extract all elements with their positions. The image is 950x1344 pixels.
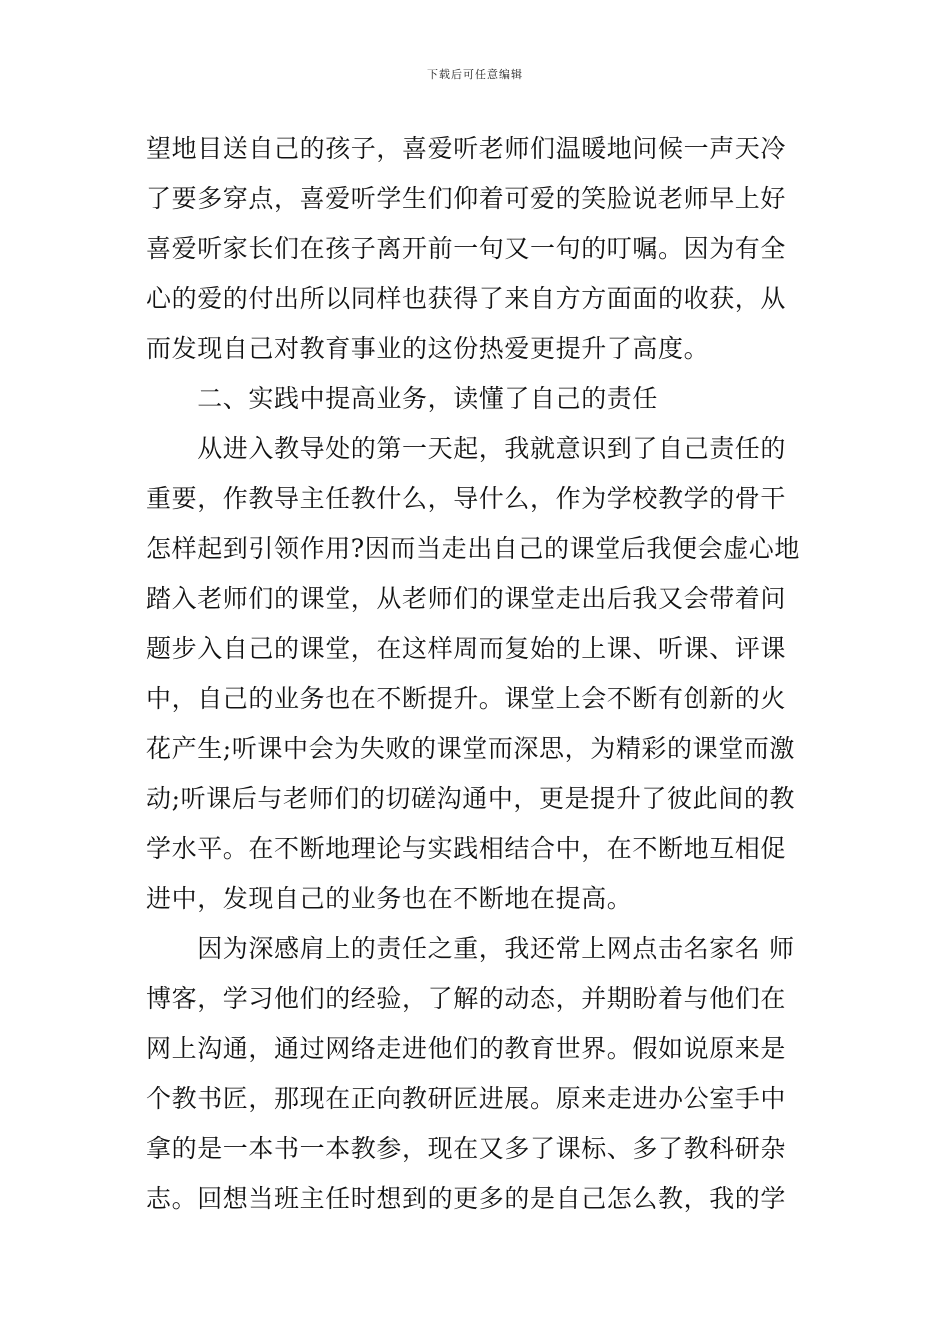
text-line: 进中，发现自己的业务也在不断地在提高。 (146, 884, 633, 913)
text-line: 动;听课后与老师们的切磋沟通中，更是提升了彼此间的教 (146, 784, 796, 813)
section-heading: 二、实践中提高业务，读懂了自己的责任 (146, 384, 659, 413)
text-line: 学水平。在不断地理论与实践相结合中，在不断地互相促 (146, 834, 787, 863)
text-line: 花产生;听课中会为失败的课堂而深思，为精彩的课堂而激 (146, 734, 796, 763)
text-line: 个教书匠，那现在正向教研匠进展。原来走进办公室手中 (146, 1084, 787, 1113)
text-line: 重要，作教导主任教什么，导什么，作为学校教学的骨干 (146, 484, 787, 513)
text-line: 怎样起到引领作用?因而当走出自己的课堂后我便会虚心地 (146, 534, 801, 563)
page-header: 下载后可任意编辑 (427, 68, 523, 81)
text-line: 心的爱的付出所以同样也获得了来自方方面面的收获，从 (146, 284, 787, 313)
text-line: 博客，学习他们的经验，了解的动态，并期盼着与他们在 (146, 984, 787, 1013)
text-line: 踏入老师们的课堂，从老师们的课堂走出后我又会带着问 (146, 584, 787, 613)
text-line: 中，自己的业务也在不断提升。课堂上会不断有创新的火 (146, 684, 787, 713)
text-line: 网上沟通，通过网络走进他们的教育世界。假如说原来是 (146, 1034, 787, 1063)
text-line: 拿的是一本书一本教参，现在又多了课标、多了教科研杂 (146, 1134, 787, 1163)
text-line: 喜爱听家长们在孩子离开前一句又一句的叮嘱。因为有全 (146, 234, 787, 263)
text-line: 而发现自己对教育事业的这份热爱更提升了高度。 (146, 334, 710, 363)
text-line: 了要多穿点，喜爱听学生们仰着可爱的笑脸说老师早上好 (146, 184, 787, 213)
text-line: 题步入自己的课堂，在这样周而复始的上课、听课、评课 (146, 634, 787, 663)
text-line: 望地目送自己的孩子，喜爱听老师们温暖地问候一声天冷 (146, 134, 787, 163)
text-line: 志。回想当班主任时想到的更多的是自己怎么教，我的学 (146, 1184, 787, 1213)
text-line: 因为深感肩上的责任之重，我还常上网点击名家名 师 (146, 934, 795, 963)
text-line: 从进入教导处的第一天起，我就意识到了自己责任的 (146, 434, 787, 463)
